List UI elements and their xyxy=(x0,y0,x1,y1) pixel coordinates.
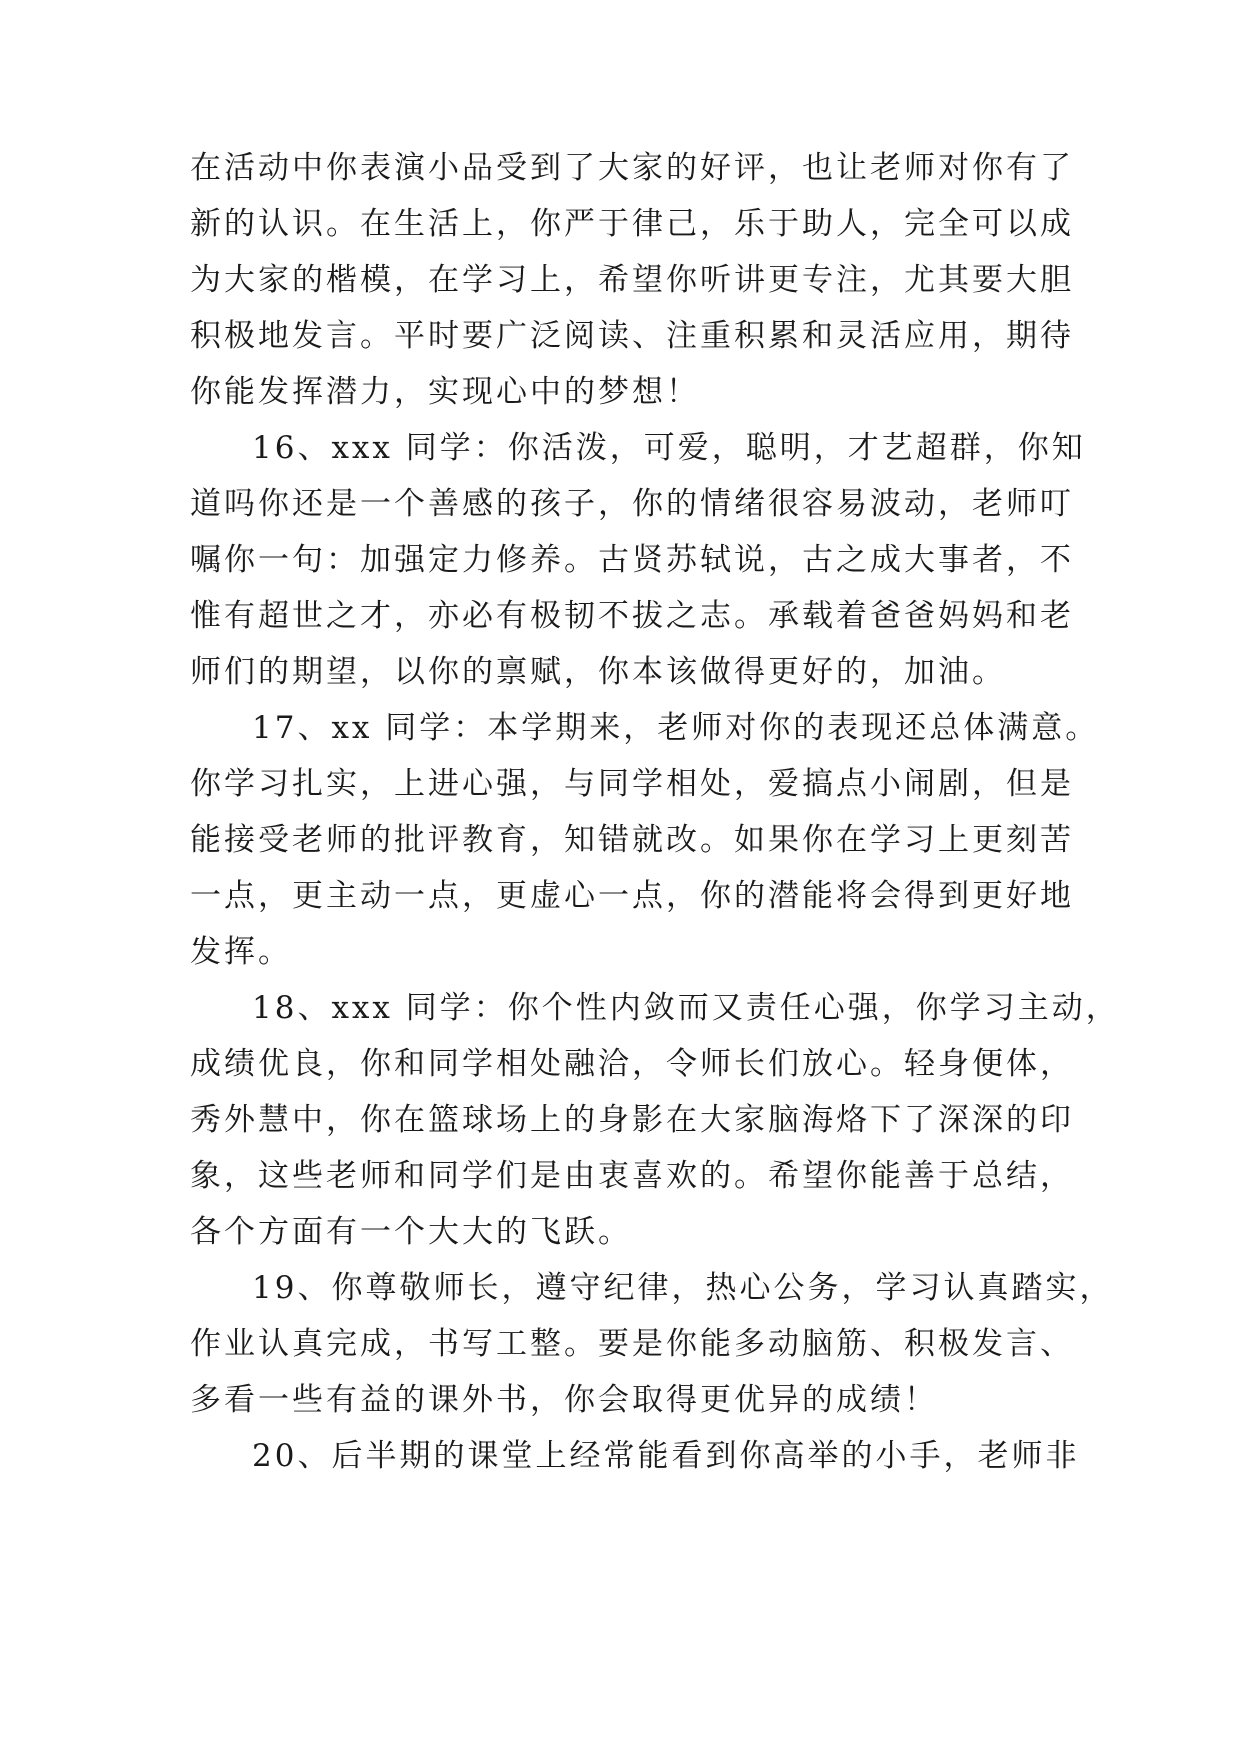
paragraph-start-16: 16、xxx 同学：你活泼，可爱，聪明，才艺超群，你知 xyxy=(252,430,1086,466)
text-line: 象，这些老师和同学们是由衷喜欢的。希望你能善于总结， xyxy=(190,1158,1074,1194)
paragraph-start-17: 17、xx 同学：本学期来，老师对你的表现还总体满意。 xyxy=(252,710,1100,746)
text-line: 惟有超世之才，亦必有极韧不拔之志。承载着爸爸妈妈和老 xyxy=(190,598,1074,634)
text-line: 在活动中你表演小品受到了大家的好评，也让老师对你有了 xyxy=(190,150,1074,186)
text-line: 嘱你一句：加强定力修养。古贤苏轼说，古之成大事者，不 xyxy=(190,542,1074,578)
text-line: 成绩优良，你和同学相处融洽，令师长们放心。轻身便体， xyxy=(190,1046,1074,1082)
paragraph-start-20: 20、后半期的课堂上经常能看到你高举的小手，老师非 xyxy=(252,1438,1080,1474)
text-line: 你学习扎实，上进心强，与同学相处，爱搞点小闹剧，但是 xyxy=(190,766,1074,802)
text-line: 作业认真完成，书写工整。要是你能多动脑筋、积极发言、 xyxy=(190,1326,1074,1362)
text-line: 一点，更主动一点，更虚心一点，你的潜能将会得到更好地 xyxy=(190,878,1074,914)
text-line: 能接受老师的批评教育，知错就改。如果你在学习上更刻苦 xyxy=(190,822,1074,858)
text-line: 发挥。 xyxy=(190,934,292,970)
text-line: 你能发挥潜力，实现心中的梦想！ xyxy=(190,374,700,410)
text-line: 秀外慧中，你在篮球场上的身影在大家脑海烙下了深深的印 xyxy=(190,1102,1074,1138)
text-line: 道吗你还是一个善感的孩子，你的情绪很容易波动，老师叮 xyxy=(190,486,1074,522)
text-line: 多看一些有益的课外书，你会取得更优异的成绩！ xyxy=(190,1382,938,1418)
text-line: 师们的期望，以你的禀赋，你本该做得更好的，加油。 xyxy=(190,654,1006,690)
text-line: 积极地发言。平时要广泛阅读、注重积累和灵活应用，期待 xyxy=(190,318,1074,354)
document-body xyxy=(190,140,1120,1484)
text-line: 各个方面有一个大大的飞跃。 xyxy=(190,1214,632,1250)
text-line: 新的认识。在生活上，你严于律己，乐于助人，完全可以成 xyxy=(190,206,1074,242)
paragraph-start-18: 18、xxx 同学：你个性内敛而又责任心强，你学习主动， xyxy=(252,990,1120,1026)
paragraph-start-19: 19、你尊敬师长，遵守纪律，热心公务，学习认真踏实， xyxy=(252,1270,1114,1306)
text-line: 为大家的楷模，在学习上，希望你听讲更专注，尤其要大胆 xyxy=(190,262,1074,298)
